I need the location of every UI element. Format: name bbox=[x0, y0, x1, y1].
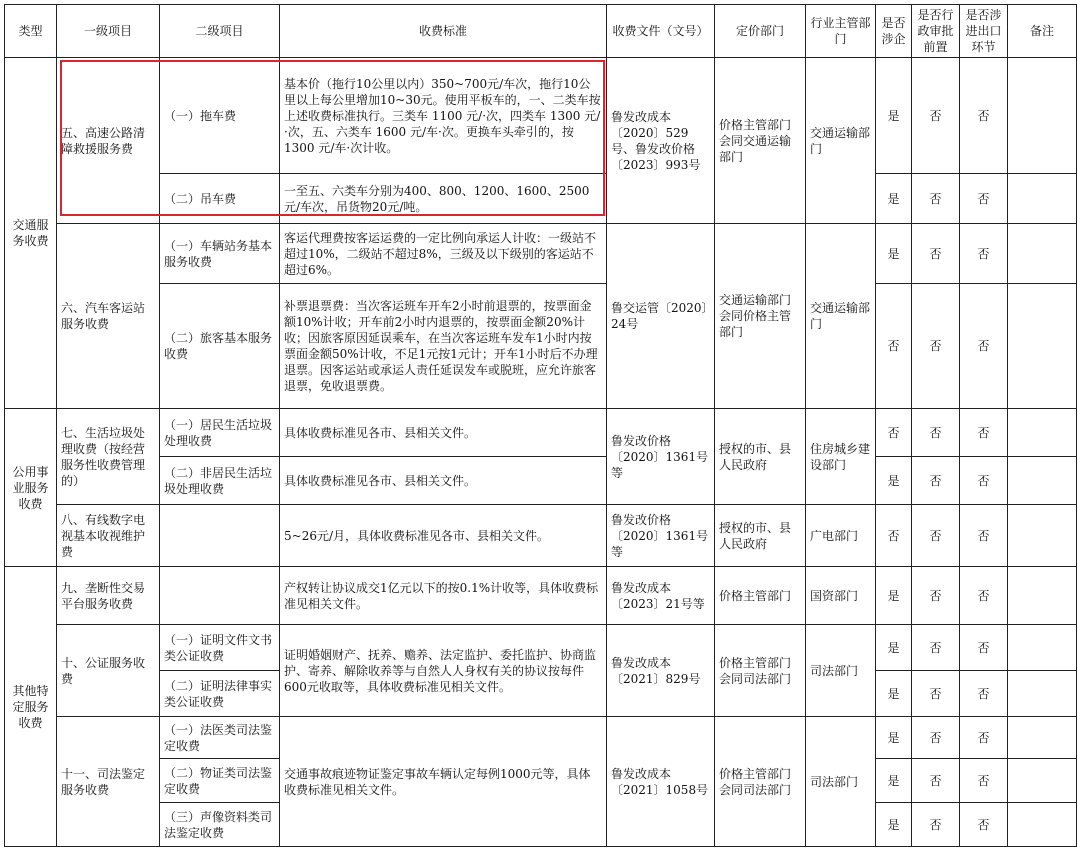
approval-cell: 否 bbox=[912, 505, 960, 567]
standard-cell: 基本价（拖行10公里以内）350~700元/车次，拖行10公里以上每公里增加10~30元。使用平板车的，一、二类车按上述收费标准执行。三类车 1100 元/·次，四类车 1300 元/·次，五、六类车 1600 元/车·次。更换车头牵引的，按 1300 元/车·次计收。 bbox=[280, 58, 607, 174]
enterprise-cell: 是 bbox=[876, 224, 912, 284]
standard-cell: 具体收费标准见各市、县相关文件。 bbox=[280, 409, 607, 457]
note-cell bbox=[1008, 759, 1077, 803]
dept-cell: 授权的市、县人民政府 bbox=[715, 505, 806, 567]
enterprise-cell: 是 bbox=[876, 671, 912, 717]
header-industry: 行业主管部门 bbox=[806, 5, 876, 58]
note-cell bbox=[1008, 717, 1077, 759]
approval-cell: 否 bbox=[912, 567, 960, 625]
import-cell: 否 bbox=[960, 409, 1008, 457]
level2-cell: （二）旅客基本服务收费 bbox=[160, 284, 280, 409]
level1-cell: 八、有线数字电视基本收视维护费 bbox=[57, 505, 160, 567]
import-cell: 否 bbox=[960, 759, 1008, 803]
group-public: 公用事业服务收费 bbox=[5, 409, 57, 567]
doc-cell: 鲁发改成本〔2023〕21号等 bbox=[607, 567, 715, 625]
import-cell: 否 bbox=[960, 567, 1008, 625]
enterprise-cell: 是 bbox=[876, 58, 912, 174]
header-note: 备注 bbox=[1008, 5, 1077, 58]
level2-cell: （一）拖车费 bbox=[160, 58, 280, 174]
approval-cell: 否 bbox=[912, 409, 960, 457]
fee-table bbox=[4, 4, 1077, 847]
header-enterprise: 是否涉企 bbox=[876, 5, 912, 58]
table-row bbox=[5, 567, 1077, 625]
doc-cell: 鲁发改成本〔2021〕1058号 bbox=[607, 717, 715, 847]
group-transport: 交通服务收费 bbox=[5, 58, 57, 409]
import-cell: 否 bbox=[960, 457, 1008, 505]
note-cell bbox=[1008, 457, 1077, 505]
note-cell bbox=[1008, 671, 1077, 717]
level1-cell: 十一、司法鉴定服务收费 bbox=[57, 717, 160, 847]
industry-cell: 司法部门 bbox=[806, 717, 876, 847]
standard-cell: 客运代理费按客运运费的一定比例向承运人计收：一级站不超过10%，二级站不超过8%，三级及以下级别的客运站不超过6%。 bbox=[280, 224, 607, 284]
approval-cell: 否 bbox=[912, 284, 960, 409]
header-type: 类型 bbox=[5, 5, 57, 58]
import-cell: 否 bbox=[960, 671, 1008, 717]
level2-cell: （一）车辆站务基本服务收费 bbox=[160, 224, 280, 284]
level2-cell: （一）居民生活垃圾处理收费 bbox=[160, 409, 280, 457]
approval-cell: 否 bbox=[912, 803, 960, 847]
note-cell bbox=[1008, 174, 1077, 224]
level2-cell bbox=[160, 505, 280, 567]
level1-cell: 九、垄断性交易平台服务收费 bbox=[57, 567, 160, 625]
standard-cell: 具体收费标准见各市、县相关文件。 bbox=[280, 457, 607, 505]
import-cell: 否 bbox=[960, 174, 1008, 224]
table-row bbox=[5, 224, 1077, 284]
standard-cell: 一至五、六类车分别为400、800、1200、1600、2500元/车次，吊货物20元/吨。 bbox=[280, 174, 607, 224]
approval-cell: 否 bbox=[912, 717, 960, 759]
table-row bbox=[5, 457, 1077, 505]
industry-cell: 广电部门 bbox=[806, 505, 876, 567]
dept-cell: 交通运输部门会同价格主管部门 bbox=[715, 224, 806, 409]
doc-cell: 鲁发改价格〔2020〕1361号等 bbox=[607, 409, 715, 505]
enterprise-cell: 是 bbox=[876, 567, 912, 625]
header-dept: 定价部门 bbox=[715, 5, 806, 58]
level2-cell bbox=[160, 567, 280, 625]
standard-cell: 产权转让协议成交1亿元以下的按0.1%计收等，具体收费标准见相关文件。 bbox=[280, 567, 607, 625]
note-cell bbox=[1008, 505, 1077, 567]
enterprise-cell: 否 bbox=[876, 505, 912, 567]
industry-cell: 国资部门 bbox=[806, 567, 876, 625]
table-row bbox=[5, 625, 1077, 671]
approval-cell: 否 bbox=[912, 58, 960, 174]
level1-cell: 七、生活垃圾处理收费（按经营服务性收费管理的） bbox=[57, 409, 160, 505]
import-cell: 否 bbox=[960, 505, 1008, 567]
enterprise-cell: 是 bbox=[876, 625, 912, 671]
dept-cell: 价格主管部门会同交通运输部门 bbox=[715, 58, 806, 224]
level2-cell: （二）证明法律事实类公证收费 bbox=[160, 671, 280, 717]
industry-cell: 交通运输部门 bbox=[806, 224, 876, 409]
table-row bbox=[5, 409, 1077, 457]
dept-cell: 授权的市、县人民政府 bbox=[715, 409, 806, 505]
note-cell bbox=[1008, 284, 1077, 409]
enterprise-cell: 是 bbox=[876, 759, 912, 803]
note-cell bbox=[1008, 625, 1077, 671]
approval-cell: 否 bbox=[912, 671, 960, 717]
dept-cell: 价格主管部门 bbox=[715, 567, 806, 625]
header-standard: 收费标准 bbox=[280, 5, 607, 58]
level2-cell: （二）吊车费 bbox=[160, 174, 280, 224]
approval-cell: 否 bbox=[912, 759, 960, 803]
note-cell bbox=[1008, 409, 1077, 457]
level2-cell: （三）声像资料类司法鉴定收费 bbox=[160, 803, 280, 847]
import-cell: 否 bbox=[960, 625, 1008, 671]
table-row bbox=[5, 505, 1077, 567]
enterprise-cell: 否 bbox=[876, 284, 912, 409]
doc-cell: 鲁发改成本〔2020〕529号、鲁发改价格〔2023〕993号 bbox=[607, 58, 715, 224]
note-cell bbox=[1008, 803, 1077, 847]
table-row bbox=[5, 58, 1077, 174]
header-row bbox=[5, 5, 1077, 58]
import-cell: 否 bbox=[960, 224, 1008, 284]
enterprise-cell: 是 bbox=[876, 803, 912, 847]
table-row bbox=[5, 174, 1077, 224]
enterprise-cell: 是 bbox=[876, 717, 912, 759]
enterprise-cell: 是 bbox=[876, 174, 912, 224]
industry-cell: 住房城乡建设部门 bbox=[806, 409, 876, 505]
note-cell bbox=[1008, 567, 1077, 625]
level1-cell: 十、公证服务收费 bbox=[57, 625, 160, 717]
standard-cell: 交通事故痕迹物证鉴定事故车辆认定每例1000元等，具体收费标准见相关文件。 bbox=[280, 717, 607, 847]
table-row bbox=[5, 284, 1077, 409]
level1-cell: 六、汽车客运站服务收费 bbox=[57, 224, 160, 409]
approval-cell: 否 bbox=[912, 625, 960, 671]
level2-cell: （一）证明文件文书类公证收费 bbox=[160, 625, 280, 671]
level1-cell: 五、高速公路清障救援服务费 bbox=[57, 58, 160, 224]
note-cell bbox=[1008, 224, 1077, 284]
header-import: 是否涉进出口环节 bbox=[960, 5, 1008, 58]
approval-cell: 否 bbox=[912, 174, 960, 224]
standard-cell: 补票退票费：当次客运班车开车2小时前退票的，按票面金额10%计收；开车前2小时内退票的，按票面金额20%计收；因旅客原因延误乘车，在当次客运班车发车1小时内按票面金额50%计收，不足1元按1元计；开车1小时后不办理退票。因客运站或承运人责任延误发车或脱班，应允许旅客退票，免收退票费。 bbox=[280, 284, 607, 409]
approval-cell: 否 bbox=[912, 224, 960, 284]
level2-cell: （一）法医类司法鉴定收费 bbox=[160, 717, 280, 759]
level2-cell: （二）物证类司法鉴定收费 bbox=[160, 759, 280, 803]
dept-cell: 价格主管部门会同司法部门 bbox=[715, 625, 806, 717]
approval-cell: 否 bbox=[912, 457, 960, 505]
standard-cell: 5~26元/月，具体收费标准见各市、县相关文件。 bbox=[280, 505, 607, 567]
import-cell: 否 bbox=[960, 284, 1008, 409]
enterprise-cell: 是 bbox=[876, 457, 912, 505]
doc-cell: 鲁发改价格〔2020〕1361号等 bbox=[607, 505, 715, 567]
import-cell: 否 bbox=[960, 717, 1008, 759]
standard-cell: 证明婚姻财产、抚养、赡养、法定监护、委托监护、协商监护、寄养、解除收养等与自然人人身权有关的协议按每件600元收取等，具体收费标准见相关文件。 bbox=[280, 625, 607, 717]
header-level1: 一级项目 bbox=[57, 5, 160, 58]
industry-cell: 交通运输部门 bbox=[806, 58, 876, 224]
header-level2: 二级项目 bbox=[160, 5, 280, 58]
group-other: 其他特定服务收费 bbox=[5, 567, 57, 847]
doc-cell: 鲁交运管〔2020〕24号 bbox=[607, 224, 715, 409]
level2-cell: （二）非居民生活垃圾处理收费 bbox=[160, 457, 280, 505]
header-doc: 收费文件（文号） bbox=[607, 5, 715, 58]
import-cell: 否 bbox=[960, 803, 1008, 847]
table-row bbox=[5, 717, 1077, 759]
header-approval: 是否行政审批前置 bbox=[912, 5, 960, 58]
import-cell: 否 bbox=[960, 58, 1008, 174]
doc-cell: 鲁发改成本〔2021〕829号 bbox=[607, 625, 715, 717]
note-cell bbox=[1008, 58, 1077, 174]
industry-cell: 司法部门 bbox=[806, 625, 876, 717]
enterprise-cell: 否 bbox=[876, 409, 912, 457]
dept-cell: 价格主管部门会同司法部门 bbox=[715, 717, 806, 847]
